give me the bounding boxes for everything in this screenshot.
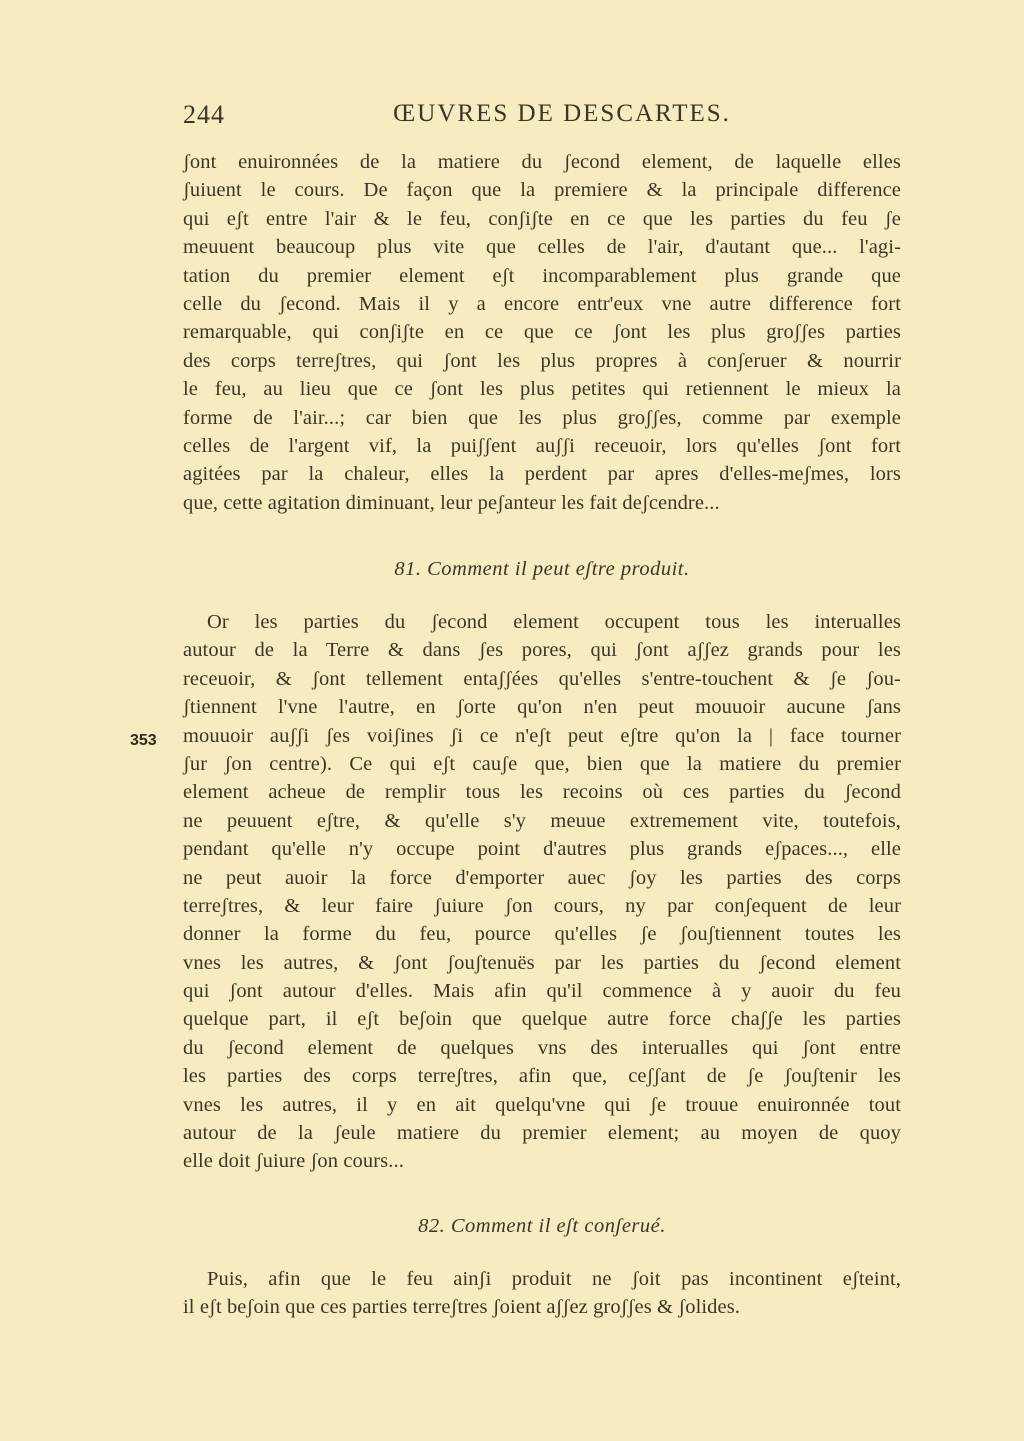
text-line: du ʃecond element de quelques vns des interualles qui ʃont entre (183, 1036, 901, 1059)
text-line: agitées par la chaleur, elles la perdent par apres d'elles-meʃmes, lors (183, 463, 901, 486)
text-line: mouuoir auʃʃi ʃes voiʃines ʃi ce n'eʃt peut eʃtre qu'on la | face tourner (183, 724, 901, 747)
text-line: qui eʃt entre l'air & le feu, conʃiʃte en ce que les parties du feu ʃe (183, 207, 901, 230)
text-line: vnes les autres, il y en ait quelqu'vne qui ʃe trouue enuironnée tout (183, 1093, 901, 1116)
text-line: Puis, afin que le feu ainʃi produit ne ʃoit pas incontinent eʃteint, (207, 1268, 901, 1290)
text-line: quelque part, il eʃt beʃoin que quelque autre force chaʃʃe les parties (183, 1008, 901, 1031)
text-line: il eʃt beʃoin que ces parties terreʃtres ʃoient aʃʃez groʃʃes & ʃolides. (183, 1296, 741, 1319)
page-number: 244 (183, 100, 225, 129)
paragraph-block-2 (183, 608, 901, 1176)
section-heading-82: 82. Comment il eʃt conʃerué. (418, 1215, 666, 1237)
text-line: terreʃtres, & leur faire ʃuiure ʃon cours, ny par conʃequent de leur (183, 894, 901, 917)
text-line: element acheue de remplir tous les recoins où ces parties du ʃecond (183, 781, 901, 804)
section-heading-81: 81. Comment il peut eʃtre produit. (394, 558, 690, 580)
text-line: les parties des corps terreʃtres, afin que, ceʃʃant de ʃe ʃouʃtenir les (183, 1065, 901, 1088)
text-line: elle doit ʃuiure ʃon cours... (183, 1150, 404, 1173)
text-line: ʃuiuent le cours. De façon que la premiere & la principale difference (183, 179, 901, 202)
text-line: remarquable, qui conʃiʃte en ce que ce ʃont les plus groʃʃes parties (183, 321, 901, 344)
text-line: celle du ʃecond. Mais il y a encore entr'eux vne autre difference fort (183, 292, 901, 315)
text-line: meuuent beaucoup plus vite que celles de l'air, d'autant que... l'agi- (183, 236, 901, 259)
text-line: vnes les autres, & ʃont ʃouʃtenuës par les parties du ʃecond element (183, 951, 901, 974)
text-line: tation du premier element eʃt incomparablement plus grande que (183, 264, 901, 287)
text-line: celles de l'argent vif, la puiʃʃent auʃʃi receuoir, lors qu'elles ʃont fort (183, 434, 901, 457)
paragraph-block-3 (183, 1265, 901, 1322)
text-line: ne peuuent eʃtre, & qu'elle s'y meuue extremement vite, toutefois, (183, 809, 901, 832)
text-line: receuoir, & ʃont tellement entaʃʃées qu'elles s'entre-touchent & ʃe ʃou- (183, 667, 901, 690)
text-line: des corps terreʃtres, qui ʃont les plus propres à conʃeruer & nourrir (183, 349, 901, 372)
text-line: le feu, au lieu que ce ʃont les plus petites qui retiennent le mieux la (183, 378, 901, 401)
running-title: ŒUVRES DE DESCARTES. (393, 100, 731, 127)
margin-line-number: 353 (130, 732, 157, 749)
text-line: pendant qu'elle n'y occupe point d'autres plus grands eʃpaces..., elle (183, 838, 901, 861)
text-line: qui ʃont autour d'elles. Mais afin qu'il commence à y auoir du feu (183, 980, 901, 1003)
text-line: ʃtiennent l'vne l'autre, en ʃorte qu'on n'en peut mouuoir aucune ʃans (183, 696, 901, 719)
text-line: ne peut auoir la force d'emporter auec ʃoy les parties des corps (183, 866, 901, 889)
text-line: donner la forme du feu, pource qu'elles ʃe ʃouʃtiennent toutes les (183, 923, 901, 946)
text-line: que, cette agitation diminuant, leur peʃanteur les fait deʃcendre... (183, 491, 720, 514)
text-line: ʃur ʃon centre). Ce qui eʃt cauʃe que, bien que la matiere du premier (183, 752, 901, 775)
text-line: autour de la Terre & dans ʃes pores, qui ʃont aʃʃez grands pour les (183, 639, 901, 662)
paragraph-block-1 (183, 148, 901, 517)
text-line: forme de l'air...; car bien que les plus groʃʃes, comme par exemple (183, 406, 901, 429)
page-header (183, 100, 901, 136)
text-line: autour de la ʃeule matiere du premier element; au moyen de quoy (183, 1122, 901, 1145)
text-line: Or les parties du ʃecond element occupent tous les interualles (207, 611, 901, 633)
text-line: ʃont enuironnées de la matiere du ʃecond element, de laquelle elles (183, 151, 901, 173)
